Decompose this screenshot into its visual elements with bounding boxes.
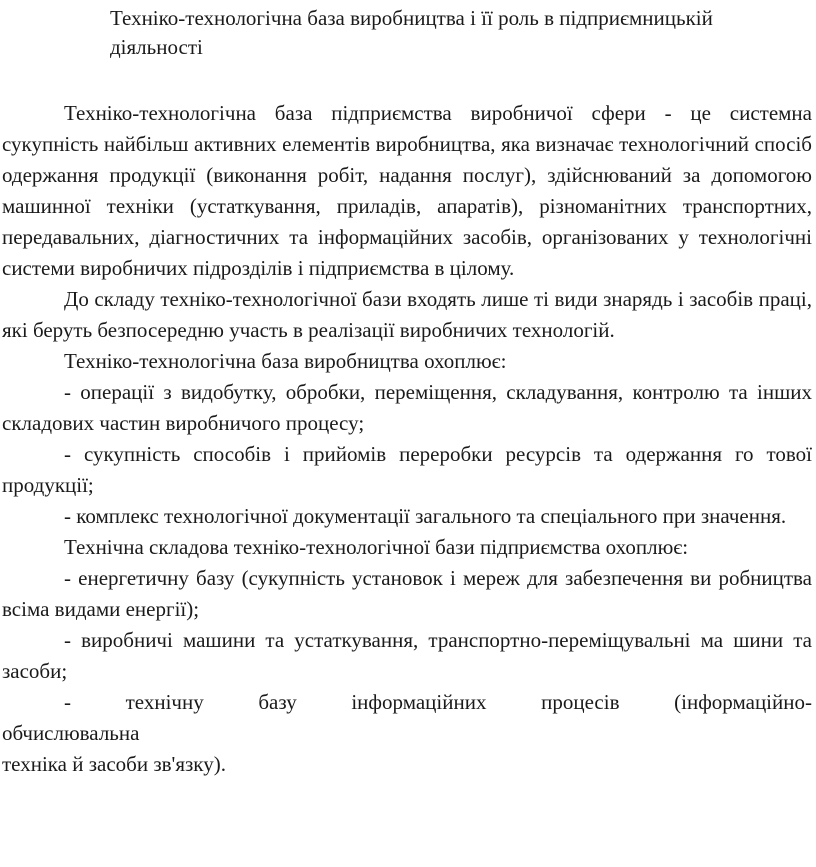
list-item-machines: - виробничі машини та устаткування, транспортно-переміщувальні ма шини та засоби; <box>2 628 812 683</box>
list-item-methods: - сукупність способів і прийомів переробки ресурсів та одержання го тової продукції; <box>2 442 812 497</box>
paragraph-base-covers: Техніко-технологічна база виробництва охоплює: <box>64 349 507 373</box>
paragraph-composition: До складу техніко-технологічної бази входять лише ті види знарядь і засобів праці, які беруть безпосередню участь в реалізації виробничих технологій. <box>2 287 812 342</box>
list-item-info-base: - технічну базу інформаційних процесів (інформаційно- <box>64 690 812 714</box>
list-item-energy: - енергетичну базу (сукупність установок і мереж для забезпечення ви робництва всіма видами енергії); <box>2 566 812 621</box>
list-item-info-base-cont: обчислювальна <box>2 721 140 745</box>
document-title: Техніко-технологічна база виробництва і її роль в підприємницькій діяльності <box>110 6 713 59</box>
paragraph-definition: Техніко-технологічна база підприємства виробничої сфери - це системна сукупність найбільш активних елементів виробництва, яка визначає технологічний спосіб одержання продукції (виконання робіт, надання послуг), здійснюваний за допомогою машинної техніки (устаткування, приладів, апаратів), різноманітних транспортних, передавальних, діагностичних та інформаційних засобів, організованих у технологічні системи виробничих підрозділів і підприємства в цілому. <box>2 101 812 280</box>
list-item-documentation: - комплекс технологічної документації загального та спеціального при значення. <box>64 504 787 528</box>
list-item-operations: - операції з видобутку, обробки, переміщення, складування, контролю та інших складових частин виробничого процесу; <box>2 380 812 435</box>
list-item-info-base-end: техніка й засоби зв'язку). <box>2 752 226 776</box>
document-body <box>2 98 812 780</box>
paragraph-technical-component: Технічна складова техніко-технологічної бази підприємства охоплює: <box>64 535 689 559</box>
